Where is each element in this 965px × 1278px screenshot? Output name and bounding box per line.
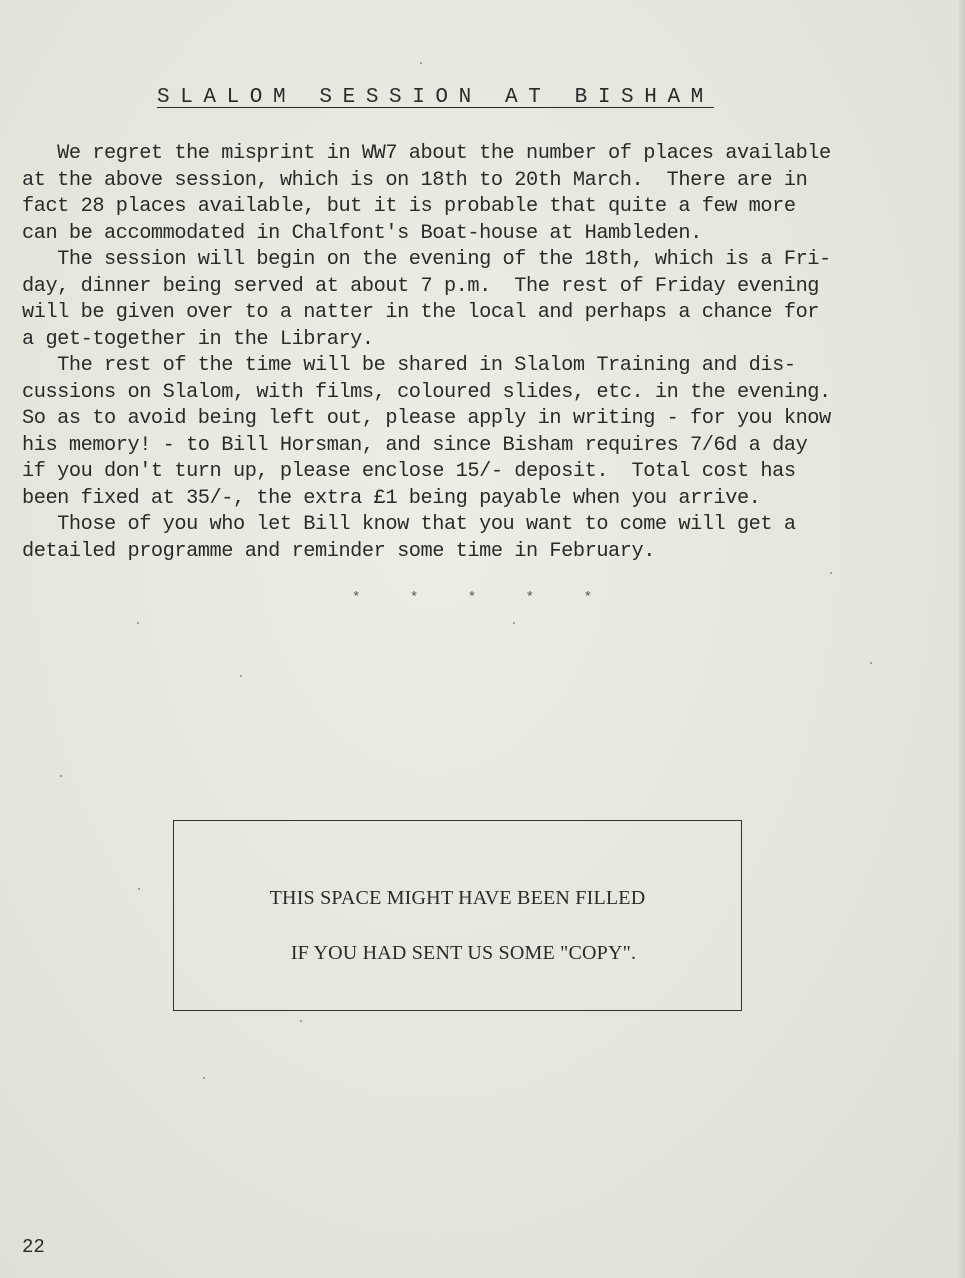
print-speck — [60, 775, 62, 777]
body-line: The rest of the time will be shared in Slalom Training and dis- — [22, 354, 796, 377]
notice-line-1: THIS SPACE MIGHT HAVE BEEN FILLED — [269, 887, 646, 909]
print-speck — [300, 1020, 302, 1022]
body-line: fact 28 places available, but it is probable that quite a few more — [22, 195, 796, 218]
notice-line-2: IF YOU HAD SENT US SOME "COPY". — [290, 942, 637, 964]
body-line: his memory! - to Bill Horsman, and since Bisham requires 7/6d a day — [22, 433, 808, 457]
separator-star: * — [409, 590, 419, 606]
print-speck — [203, 1077, 205, 1079]
body-line: Those of you who let Bill know that you want to come will get a — [22, 513, 796, 536]
separator-star: * — [525, 590, 535, 606]
body-line: So as to avoid being left out, please apply in writing - for you know — [22, 407, 831, 430]
body-line: a get-together in the Library. — [22, 327, 374, 351]
print-speck — [513, 622, 515, 624]
body-line: day, dinner being served at about 7 p.m. The rest of Friday evening — [22, 274, 820, 298]
body-line: We regret the misprint in WW7 about the number of places available — [22, 142, 831, 165]
print-speck — [420, 62, 422, 64]
section-separator — [352, 590, 592, 606]
separator-star: * — [352, 590, 361, 606]
article-body — [22, 141, 952, 565]
body-line: will be given over to a natter in the local and perhaps a chance for — [22, 301, 820, 324]
print-speck — [870, 662, 872, 664]
print-speck — [137, 622, 139, 624]
print-speck — [830, 572, 832, 574]
notice-box — [173, 820, 742, 1011]
body-line: been fixed at 35/-, the extra £1 being payable when you arrive. — [22, 486, 761, 510]
body-line: if you don't turn up, please enclose 15/- deposit. Total cost has — [22, 460, 796, 483]
page-edge — [959, 0, 965, 1278]
body-line: The session will begin on the evening of the 18th, which is a Fri- — [22, 248, 831, 271]
page-number: 22 — [22, 1236, 45, 1258]
body-line: detailed programme and reminder some time in February. — [22, 539, 655, 563]
print-speck — [138, 888, 140, 890]
article-heading: SLALOM SESSION AT BISHAM — [157, 86, 714, 109]
body-line: at the above session, which is on 18th to 20th March. There are in — [22, 168, 808, 192]
separator-star: * — [583, 590, 592, 606]
body-line: can be accommodated in Chalfont's Boat-house at Hambleden. — [22, 221, 702, 245]
separator-star: * — [467, 590, 477, 606]
print-speck — [240, 675, 242, 677]
body-line: cussions on Slalom, with films, coloured slides, etc. in the evening. — [22, 380, 831, 404]
